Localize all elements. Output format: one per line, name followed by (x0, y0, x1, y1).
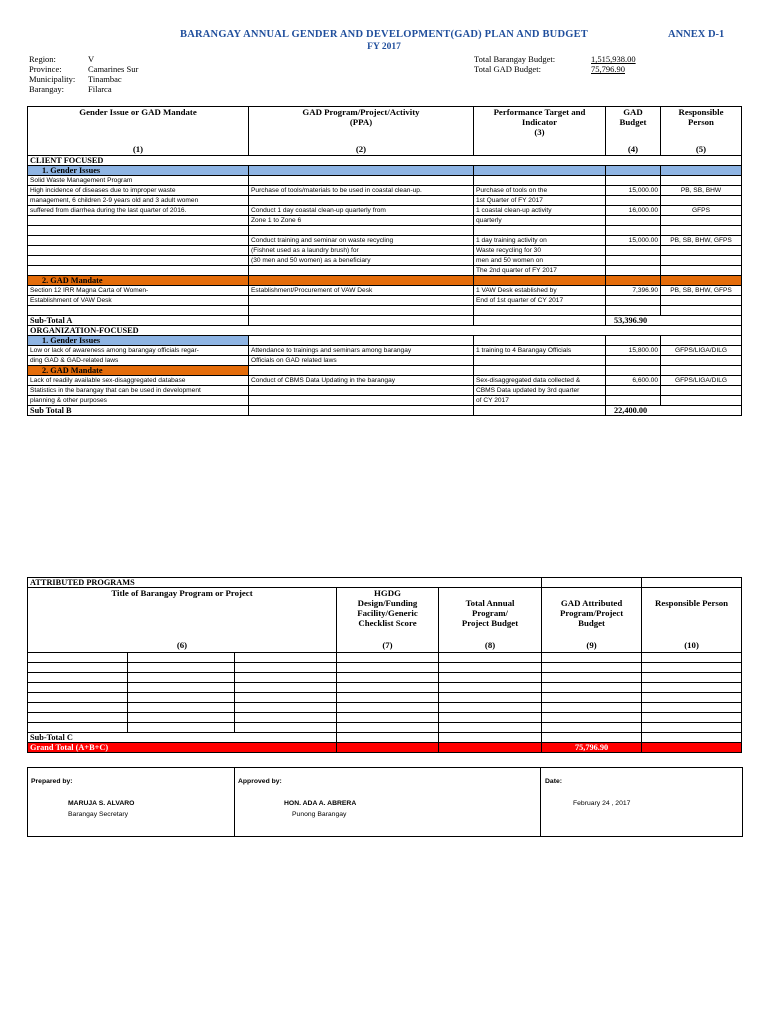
approved-by-title: Punong Barangay (292, 811, 347, 818)
table-cell (661, 296, 742, 306)
table-cell (28, 723, 128, 733)
region-label: Region: (29, 54, 56, 64)
table-cell: Section 12 IRR Magna Carta of Women- (28, 286, 249, 296)
table-cell: 15,000.00 (606, 186, 661, 196)
table-cell (606, 266, 661, 276)
col-header-3: Performance Target and Indicator (3) (474, 107, 606, 156)
table-cell (28, 713, 128, 723)
table-cell (661, 256, 742, 266)
table-cell (337, 683, 439, 693)
prepared-by-name: MARUJA S. ALVARO (68, 800, 135, 807)
total-budget-value: 1,515,938.00 (591, 54, 636, 64)
table-cell (28, 226, 249, 236)
table-row (28, 296, 742, 306)
gender-issues-band: 1. Gender Issues (28, 166, 742, 176)
table-cell: 16,000.00 (606, 206, 661, 216)
section-org-focused: ORGANIZATION-FOCUSED (28, 326, 742, 336)
table-cell: 1 VAW Desk established by (474, 286, 606, 296)
table-cell (474, 306, 606, 316)
table-cell (439, 713, 542, 723)
table-cell (128, 653, 235, 663)
table-cell (249, 396, 474, 406)
table-cell (439, 663, 542, 673)
region-value: V (88, 54, 95, 64)
table-cell (249, 226, 474, 236)
subtotal-b-row: Sub Total B 22,400.00 (28, 406, 742, 416)
table-cell (28, 266, 249, 276)
table-cell (474, 226, 606, 236)
table-cell (606, 216, 661, 226)
table-cell (235, 663, 337, 673)
table-row (28, 226, 742, 236)
client-mandate-rows (28, 286, 742, 316)
table-cell (542, 663, 642, 673)
table-cell (606, 246, 661, 256)
table-row (28, 266, 742, 276)
table-cell (661, 176, 742, 186)
table-cell (337, 693, 439, 703)
table-cell: suffered from diarrhea during the last quarter of 2016. (28, 206, 249, 216)
province-label: Province: (29, 64, 62, 74)
table-cell (128, 683, 235, 693)
table-cell (542, 723, 642, 733)
table-cell: PB, SB, BHW, GFPS (661, 286, 742, 296)
annex-label: ANNEX D-1 (668, 29, 725, 40)
date-label: Date: (545, 778, 562, 785)
table-cell: Solid Waste Management Program (28, 176, 249, 186)
col-header-1: Gender Issue or GAD Mandate (1) (28, 107, 249, 156)
gad-plan-table (27, 106, 742, 416)
col-header-7: HGDG Design/Funding Facility/Generic Checklist Score (7) (337, 588, 439, 653)
table-cell (235, 683, 337, 693)
province-value: Camarines Sur (88, 64, 139, 74)
table-cell: 1st Quarter of FY 2017 (474, 196, 606, 206)
table-cell (28, 693, 128, 703)
table-cell (642, 653, 742, 663)
table-cell (249, 266, 474, 276)
subtotal-a-row: Sub-Total A 53,396.90 (28, 316, 742, 326)
table-cell: PB, SB, BHW, GFPS (661, 236, 742, 246)
table-cell: Establishment/Procurement of VAW Desk (249, 286, 474, 296)
attributed-programs-table (27, 577, 742, 753)
table-cell (606, 356, 661, 366)
table-cell: Lack of readily available sex-disaggregated database (28, 376, 249, 386)
table-cell: 1 training to 4 Barangay Officials (474, 346, 606, 356)
table-cell: 15,800.00 (606, 346, 661, 356)
gad-budget-label: Total GAD Budget: (474, 64, 541, 74)
table-cell (642, 723, 742, 733)
gad-mandate-band: 2. GAD Mandate (28, 276, 742, 286)
table-row (28, 346, 742, 356)
org-gender-issues-band: 1. Gender Issues (28, 336, 742, 346)
table-cell (606, 306, 661, 316)
table-cell (661, 246, 742, 256)
attributed-empty-rows (28, 653, 742, 733)
table-cell: quarterly (474, 216, 606, 226)
table-cell: GFPS/LIGA/DILG (661, 346, 742, 356)
table-cell (235, 703, 337, 713)
table-cell (128, 663, 235, 673)
table-cell (606, 176, 661, 186)
org-gender-rows (28, 346, 742, 366)
table-cell: ding GAD & GAD-related laws (28, 356, 249, 366)
table-row (28, 236, 742, 246)
table-cell (128, 713, 235, 723)
municipality-label: Municipality: (29, 74, 76, 84)
barangay-label: Barangay: (29, 84, 64, 94)
table-cell (439, 703, 542, 713)
table-cell (249, 296, 474, 306)
document-title: BARANGAY ANNUAL GENDER AND DEVELOPMENT(GAD) PLAN AND BUDGET (179, 29, 589, 40)
table-row (28, 206, 742, 216)
prepared-by-title: Barangay Secretary (68, 811, 129, 818)
table-cell (439, 693, 542, 703)
table-row (28, 376, 742, 386)
table-row (28, 693, 742, 703)
table-row (28, 356, 742, 366)
table-row (28, 286, 742, 296)
budget-info (474, 54, 636, 74)
table-row (28, 673, 742, 683)
table-cell (542, 703, 642, 713)
table-cell: of CY 2017 (474, 396, 606, 406)
table-cell (235, 693, 337, 703)
table-cell (642, 683, 742, 693)
table-cell (28, 703, 128, 713)
barangay-value: Filarca (88, 84, 112, 94)
table-cell (337, 713, 439, 723)
signature-block (27, 767, 743, 837)
table-row (28, 723, 742, 733)
table-cell: Waste recycling for 30 (474, 246, 606, 256)
table-cell (128, 673, 235, 683)
table-cell (606, 396, 661, 406)
table-cell: Sex-disaggregated data collected & (474, 376, 606, 386)
table-cell (661, 226, 742, 236)
table-cell (606, 256, 661, 266)
gad-budget-value: 75,796.90 (591, 64, 625, 74)
table-row (28, 713, 742, 723)
table-cell (542, 693, 642, 703)
table-cell: GFPS (661, 206, 742, 216)
table-cell (28, 236, 249, 246)
table-row (28, 703, 742, 713)
table-cell (28, 653, 128, 663)
table-cell (661, 386, 742, 396)
table-cell (439, 683, 542, 693)
table-cell (474, 356, 606, 366)
client-gender-rows (28, 176, 742, 276)
table-cell: 1 coastal clean-up activity (474, 206, 606, 216)
table-cell: Conduct 1 day coastal clean-up quarterly from (249, 206, 474, 216)
table-cell: GFPS/LIGA/DILG (661, 376, 742, 386)
table-cell (337, 673, 439, 683)
grand-total-row: Grand Total (A+B+C) 75,796.90 (28, 743, 742, 753)
table-cell (28, 256, 249, 266)
col-header-10: Responsible Person (10) (642, 588, 742, 653)
table-cell (606, 226, 661, 236)
table-cell (28, 216, 249, 226)
col-header-8: Total Annual Program/ Project Budget (8) (439, 588, 542, 653)
table-cell (439, 653, 542, 663)
table-cell (249, 386, 474, 396)
table-cell: management, 6 children 2-9 years old and 3 adult women (28, 196, 249, 206)
table-row (28, 396, 742, 406)
table-cell (249, 306, 474, 316)
table-cell (337, 653, 439, 663)
subtotal-c-row: Sub-Total C (28, 733, 742, 743)
table-cell: Purchase of tools/materials to be used in coastal clean-up. (249, 186, 474, 196)
table-cell (439, 723, 542, 733)
table-cell (661, 196, 742, 206)
table-cell: Attendance to trainings and seminars among barangay (249, 346, 474, 356)
table-cell (606, 196, 661, 206)
table-row (28, 246, 742, 256)
table-cell: End of 1st quarter of CY 2017 (474, 296, 606, 306)
table-cell (337, 723, 439, 733)
table-cell (542, 713, 642, 723)
table-cell (128, 723, 235, 733)
col-header-2: GAD Program/Project/Activity (PPA) (2) (249, 107, 474, 156)
table-cell (128, 693, 235, 703)
table-header-row (28, 107, 742, 156)
table-cell (249, 196, 474, 206)
table-cell (28, 673, 128, 683)
table-row (28, 216, 742, 226)
table-cell: planning & other purposes (28, 396, 249, 406)
approved-by-label: Approved by: (238, 778, 282, 785)
org-gad-mandate-band: 2. GAD Mandate (28, 366, 742, 376)
table-cell: Conduct training and seminar on waste recycling (249, 236, 474, 246)
table-cell (28, 246, 249, 256)
table-cell (642, 693, 742, 703)
table-cell (642, 663, 742, 673)
fiscal-year: FY 2017 (367, 42, 401, 52)
approved-by-name: HON. ADA A. ABRERA (284, 800, 357, 807)
table-cell (542, 683, 642, 693)
location-info (29, 54, 138, 94)
date-value: February 24 , 2017 (573, 800, 631, 807)
table-cell (661, 356, 742, 366)
table-cell: The 2nd quarter of FY 2017 (474, 266, 606, 276)
table-row (28, 683, 742, 693)
table-cell: 15,000.00 (606, 236, 661, 246)
table-cell (661, 306, 742, 316)
table-cell (235, 713, 337, 723)
table-row (28, 196, 742, 206)
table-row (28, 306, 742, 316)
table-cell: 1 day training activity on (474, 236, 606, 246)
attributed-header-row (28, 588, 742, 653)
table-cell: Conduct of CBMS Data Updating in the barangay (249, 376, 474, 386)
table-row (28, 186, 742, 196)
table-cell (128, 703, 235, 713)
table-cell (606, 296, 661, 306)
table-cell (235, 723, 337, 733)
table-cell (661, 396, 742, 406)
org-mandate-rows (28, 376, 742, 406)
table-cell: High incidence of diseases due to improper waste (28, 186, 249, 196)
table-cell: Purchase of tools on the (474, 186, 606, 196)
table-cell: (30 men and 50 women) as a beneficiary (249, 256, 474, 266)
attributed-title-row: ATTRIBUTED PROGRAMS (28, 578, 742, 588)
total-budget-label: Total Barangay Budget: (474, 54, 556, 64)
table-row (28, 653, 742, 663)
table-cell (28, 663, 128, 673)
municipality-value: Tinambac (88, 74, 122, 84)
table-cell: Statistics in the barangay that can be used in development (28, 386, 249, 396)
table-cell: men and 50 women on (474, 256, 606, 266)
table-cell (642, 673, 742, 683)
table-cell (642, 703, 742, 713)
table-row (28, 256, 742, 266)
table-cell (235, 653, 337, 663)
table-cell (337, 663, 439, 673)
table-cell: Officials on GAD related laws (249, 356, 474, 366)
table-cell: 6,600.00 (606, 376, 661, 386)
table-cell (337, 703, 439, 713)
table-cell (661, 216, 742, 226)
table-cell (249, 176, 474, 186)
table-cell (642, 713, 742, 723)
table-cell: 7,396.90 (606, 286, 661, 296)
table-cell: Establishment of VAW Desk (28, 296, 249, 306)
table-cell (28, 306, 249, 316)
table-cell (542, 653, 642, 663)
table-row (28, 386, 742, 396)
table-cell (235, 673, 337, 683)
col-header-9: GAD Attributed Program/Project Budget (9) (542, 588, 642, 653)
col-header-4: GAD Budget (4) (606, 107, 661, 156)
table-cell (661, 266, 742, 276)
table-cell: CBMS Data updated by 3rd quarter (474, 386, 606, 396)
col-header-5: Responsible Person (5) (661, 107, 742, 156)
table-cell: (Fishnet used as a laundry brush) for (249, 246, 474, 256)
table-cell (28, 683, 128, 693)
prepared-by-label: Prepared by: (31, 778, 73, 785)
table-cell (474, 176, 606, 186)
table-cell: PB, SB, BHW (661, 186, 742, 196)
table-row (28, 663, 742, 673)
table-cell: Low or lack of awareness among barangay officials regar- (28, 346, 249, 356)
table-cell: Zone 1 to Zone 6 (249, 216, 474, 226)
table-cell (606, 386, 661, 396)
table-row (28, 176, 742, 186)
table-cell (542, 673, 642, 683)
col-header-6: Title of Barangay Program or Project (6) (28, 588, 337, 653)
table-cell (439, 673, 542, 683)
section-client-focused: CLIENT FOCUSED (28, 156, 742, 166)
